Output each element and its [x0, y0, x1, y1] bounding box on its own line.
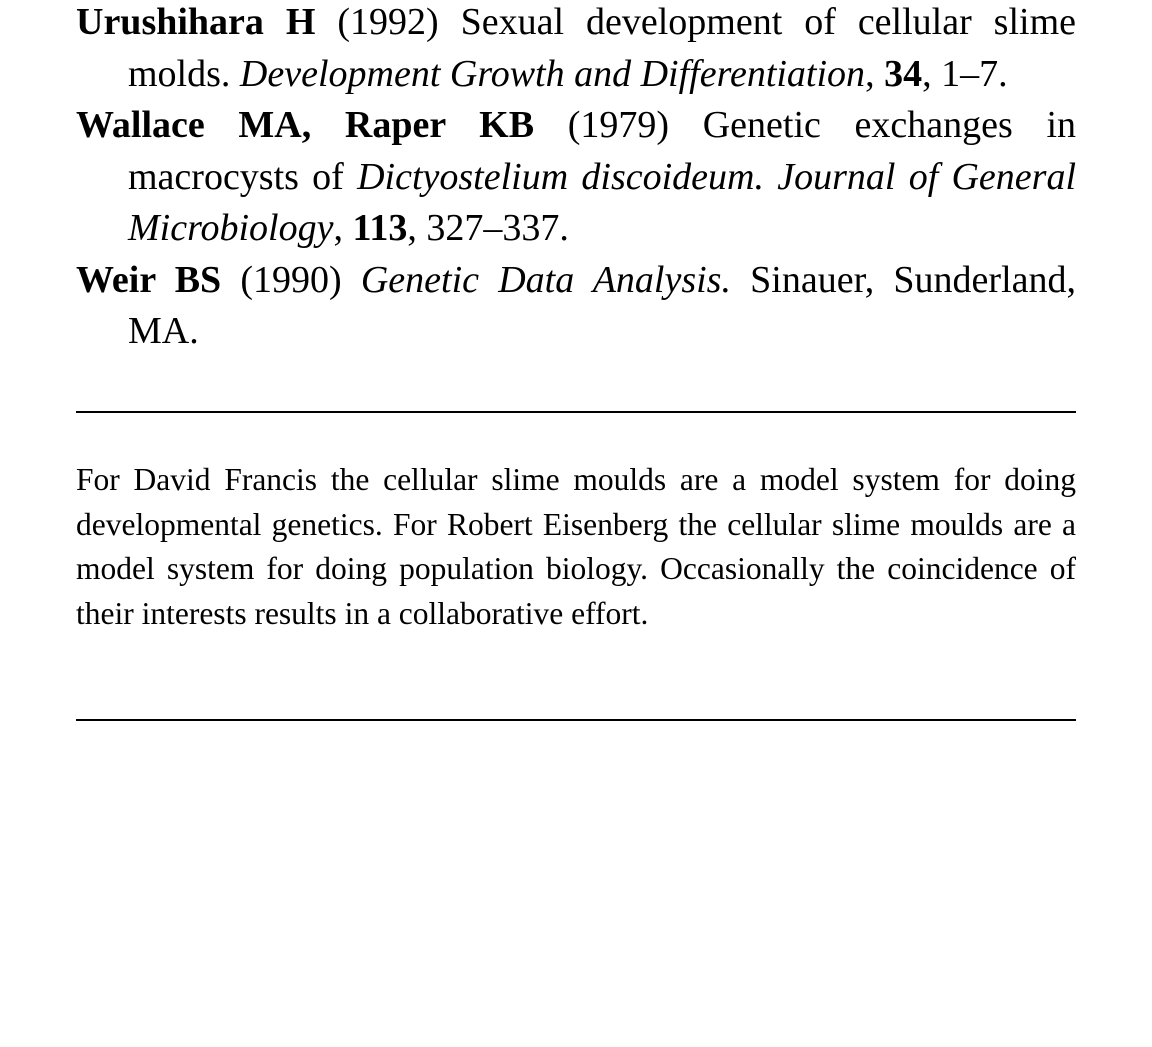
- reference-volume: 113: [352, 207, 408, 249]
- author-note: For David Francis the cellular slime moulds are a model system for doing developmental genetics. For Robert Eisenberg the cellular slime moulds are a model system for doing population biology. Occasionally the coincidence of their interests results in a collaborative effort.: [76, 462, 1076, 631]
- reference-pages: 327–337.: [426, 207, 569, 249]
- reference-year: (1979): [567, 104, 670, 146]
- top-divider-rule: [76, 411, 1076, 413]
- reference-pages: 1–7.: [941, 52, 1008, 95]
- reference-entry-wallace: Wallace MA, Raper KB (1979) Genetic exchanges in macrocysts of Dictyostelium discoideum. Journal of General Microbiology, 113, 327–337.: [76, 104, 1077, 249]
- reference-volume: 34: [884, 52, 923, 95]
- reference-title: Sexual development of cellular slime molds.: [128, 1, 1077, 95]
- reference-species: Dictyostelium discoideum.: [357, 155, 764, 198]
- bottom-divider-rule: [76, 719, 1076, 721]
- reference-year: (1990): [240, 258, 342, 301]
- reference-list: [76, 0, 1076, 358]
- reference-title: Genetic exchanges in macrocysts of: [128, 104, 1077, 198]
- reference-entry-weir: [76, 255, 1076, 358]
- reference-authors: Weir BS: [76, 258, 222, 301]
- reference-authors: Urushihara H: [76, 1, 316, 43]
- reference-journal: Development Growth and Differentiation: [239, 52, 866, 95]
- book-page: [76, 0, 1076, 1047]
- reference-authors: Wallace MA, Raper KB: [76, 104, 535, 146]
- reference-entry-urushihara: Urushihara H (1992) Sexual development of cellular slime molds. Development Growth and Differentiation, 34, 1–7.: [76, 1, 1077, 95]
- reference-journal: Journal of General Microbiology: [128, 155, 1077, 249]
- reference-publisher: Sinauer, Sunderland, MA.: [128, 258, 1076, 352]
- reference-book-title: Genetic Data Analysis.: [360, 258, 731, 301]
- reference-year: (1992): [337, 1, 439, 43]
